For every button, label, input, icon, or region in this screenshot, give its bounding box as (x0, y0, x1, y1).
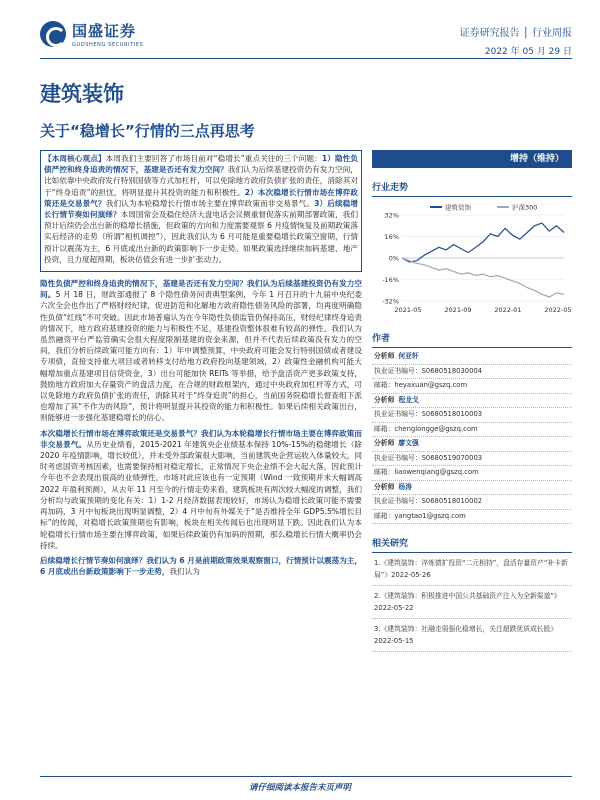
brand-name-cn: 国盛证券 (72, 22, 137, 40)
x-tick-label: 2021-09 (444, 306, 472, 314)
author-email-line: 邮箱：liaowenqiang@gszq.com (372, 466, 572, 481)
question-1: 1）隐性负债严控和终身追责的情况下，基建是否还有发力空间？ (44, 154, 358, 175)
section-paragraph: 后续稳增长行情节奏如何演绎？我们认为 6 月是前期政策效果观察窗口，行情预计以震荡为主，6 月底或出台新政策影响下一步走势，我们认为 (40, 555, 362, 577)
y-tick-label: 32% (384, 211, 399, 220)
main-body (40, 150, 362, 782)
author-name-line: 分析师 程龙戈 (372, 394, 572, 409)
y-tick-label: -16% (382, 276, 399, 284)
x-tick-label: 2022-05 (544, 306, 572, 314)
series-line-index (402, 258, 564, 297)
core-view-tag: 【本周核心观点】 (44, 154, 106, 163)
author-email-line: 邮箱：chenglongge@gszq.com (372, 423, 572, 438)
trend-chart (372, 201, 572, 319)
footer-disclaimer: 请仔细阅读本报告末页声明 (248, 783, 351, 793)
author-cert-line: 执业证书编号：S0680518030004 (372, 365, 572, 380)
author-email-line: 邮箱：yangtao1@gszq.com (372, 510, 572, 525)
section-heading: 隐性负债严控和终身追责的情况下，基建是否还有发力空间？我们认为后续基建投资仍有发力空间。 (40, 279, 362, 300)
related-report-link[interactable]: 2.《建筑装饰：积极推进中国公共基础资产注入为全新渠道”》2022-05-22 (372, 586, 572, 619)
y-tick-label: 0% (388, 254, 399, 263)
authors-section-title: 作者 (372, 331, 572, 348)
x-tick-label: 2022-01 (494, 306, 522, 314)
series-line-sector (402, 223, 564, 262)
report-title: 关于“稳增长”行情的三点再思考 (40, 122, 255, 140)
section-heading: 本次稳增长行情市场在博弈政策还是交易景气？我们认为本轮稳增长行情市场主要在博弈政策而非交易景气。 (40, 428, 362, 449)
report-type: 证券研究报告 │ 行业周报 (459, 28, 572, 39)
footer-divider (40, 776, 572, 777)
question-2: 2）本次稳增长行情市场在博弈政策还是交易景气？ (44, 187, 358, 208)
author-cert-line: 执业证书编号：S0680518010003 (372, 408, 572, 423)
author-cert-line: 执业证书编号：S0680518010002 (372, 495, 572, 510)
core-view-box (40, 150, 362, 272)
section-heading: 后续稳增长行情节奏如何演绎？我们认为 6 月是前期政策效果观察窗口，行情预计以震荡为主，6 月底或出台新政策影响下一步走势， (40, 555, 362, 577)
author-name-line: 分析师 杨涛 (372, 481, 572, 496)
legend-label: 建筑装饰 (445, 203, 471, 212)
question-3: 3）后续稳增长行情节奏如何演绎？ (44, 198, 358, 220)
brand-name-en: GUOSHENG SECURITIES (72, 42, 144, 48)
rating-badge: 增持（维持） (372, 150, 572, 168)
author-name-line: 分析师 廖文强 (372, 437, 572, 452)
author-cert-line: 执业证书编号：S0680519070003 (372, 452, 572, 467)
trend-section-title: 行业走势 (372, 180, 572, 197)
report-header (0, 0, 600, 62)
sector-name: 建筑装饰 (40, 82, 124, 106)
related-section-title: 相关研究 (372, 536, 572, 553)
author-list (372, 350, 572, 524)
author-email-line: 邮箱：heyaxuan@gszq.com (372, 379, 572, 394)
y-tick-label: -32% (382, 297, 399, 306)
related-report-link[interactable]: 3.《建筑装饰：社融走弱强化稳增长，关注超跌优质成长股》2022-05-15 (372, 619, 572, 652)
x-tick-label: 2021-05 (394, 306, 422, 314)
section-paragraph: 隐性负债严控和终身追责的情况下，基建是否还有发力空间？我们认为后续基建投资仍有发力空间。5 月 18 日，财政部通报了 8 个隐性债务问责典型案例，今年 1 月召开的十九届中央纪委六次全会也作出了严格财经纪律，促进防范和化解地方政府隐性债务风险的部署，均再度明确隐性负债“红线”不可突破。因此市场普遍认为在今年隐性负债监管仍保持高压，财经纪律终身追责的情况下，地方政府基建投资的能力与积极性不足，基建投资整体很难有较高的弹性。我们认为虽然融资平台严监管确实会很大程度限制基建的资金来源，但并不代表后续政策没有发力的空间，我们分析后续政策可能方向有：1）年中调整预算，中央政府可能会发行特别国债或者建设专项债，直接支持重大项目或者转移支付给地方政府投向基建领域，2）政策性金融机构可能大幅增加重点基建项目信贷资金，3）出台可能加快 REITs 等举措，给予盘活资产更多政策支持，鼓励地方政府加大存量资产的盘活力度，在合规的财政框架内，通过中央政府加杠杆等方式，可以免除地方政府负债扩张的责任，消除其对于“终身追责”的担心，当前国务院稳增长督查组下派也增加了其“不作为的风险”，预计将明显提升其投资的能力和积极性。如果后续相关政策出台，则能够进一步强化基建稳增长的信心。 (40, 279, 363, 423)
trend-chart-svg (372, 201, 572, 319)
related-report-link[interactable]: 1.《建筑装饰：淬炼债扩投资“二元相持”，盘活存量资产“补卡新局”》2022-05-26 (372, 553, 572, 586)
core-view-paragraph: 【本周核心观点】本周我们主要回答了市场目前对“稳增长”重点关注的三个问题：1）隐性负债严控和终身追责的情况下，基建是否还有发力空间？我们认为后续基建投资仍有发力空间，比如依靠中央政府发行特别国债等方式加杠杆，可以免除地方政府负债扩张的责任，消除其对于“终身追责”的担忧，将明显提升其投资的能力和积极性。2）本次稳增长行情市场在博弈政策还是交易景气？我们认为本轮稳增长行情市场主要在博弈政策而非交易景气。3）后续稳增长行情节奏如何演绎？本周国常会及稳住经济大盘电话会议侧重督促落实前期部署政策，我们预计后续仍会出台新的稳增长措施，但政策的方向和力度需要观察 6 月疫情恢复及前期政策落实后经济的走势（所谓“相机调控”），因此我们认为 6 月可能是重要稳增长政策空窗期，行情预计以震荡为主，6 月底或出台新的政策影响下一步走势。如果政策选择继续加码基建、地产投资，且力度超预期，板块估值会有进一步扩张动力。 (44, 154, 359, 264)
sidebar (372, 150, 572, 652)
report-date: 2022 年 05 月 29 日 (484, 47, 572, 57)
brand-logo-icon (40, 21, 66, 47)
legend-label: 沪深300 (512, 203, 538, 212)
y-tick-label: 16% (384, 233, 399, 241)
brand-logo (40, 20, 143, 48)
section-paragraph: 本次稳增长行情市场在博弈政策还是交易景气？我们认为本轮稳增长行情市场主要在博弈政策而非交易景气。从历史业绩看，2015-2021 年建筑央企业绩基本保持 10%-15%的稳健增长（除 2020 年疫情影响，增长较低），并未受外部政策很大影响，当前建筑央企营运收入体量较大，同时考虑国资考核因素，也需要保持相对稳定增长，正常情况下央企业绩不会大起大落，因此预计今年也不会表现出很高的业绩弹性，市场对此应该也有一定预期（Wind 一致预期并未大幅调高 2022 年盈利预测），从去年 11 月至今的行情走势来看，建筑板块有两次较大幅度的调整，我们分析均与政策预期的变化有关：1）1-2 月经济数据表现较好，市场认为稳增长政策可能不需要再加码，3 月中旬板块出现明显调整，2）4 月中旬有外媒关于“是否维持全年 GDP5.5%增长目标”的传闻，对稳增长政策预期也有影响，板块在相关传闻后也出现明显下跌。因此我们认为本轮稳增长行情市场主要在博弈政策，如果后续政策仍有加码的预期，那么稳增长行情大概率仍会持续。 (40, 428, 363, 550)
header-divider (40, 58, 572, 59)
author-name-line: 分析师 何亚轩 (372, 350, 572, 365)
